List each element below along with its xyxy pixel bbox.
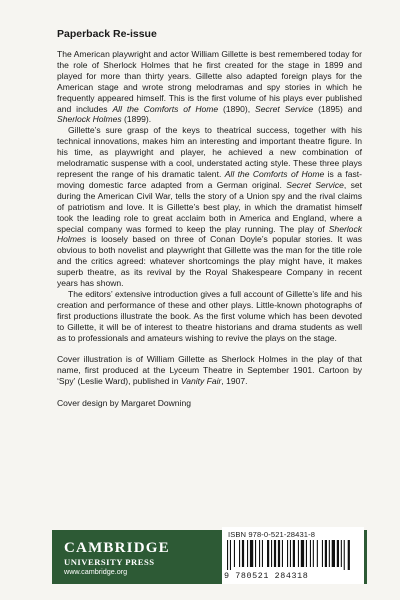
publisher-logo [64,541,170,576]
barcode-bar-7 [255,540,256,567]
cover-illustration-credit [57,354,362,387]
blurb-paragraph-2 [57,125,362,289]
barcode-bar-12 [274,540,276,567]
barcode-bar-25 [325,540,327,567]
barcode-bar-28 [337,540,339,567]
barcode-bar-22 [313,540,314,567]
barcode-bar-15 [287,540,288,567]
blurb-paragraph-1 [57,49,362,125]
p2-a: Gillette’s sure grasp of the keys to theatrical success, together with his technical innovations, makes him an interesting and important theatre figure. In his time, as playwright and player, he achieved a new combination of melodramatic suspense with a cool, understated acting style. These three plays represent the range of his dramatic talent. [57,125,362,179]
p4-title-vanity-fair: Vanity Fair [180,376,222,387]
p2-title-comforts: All the Comforts of Home [224,168,325,179]
p2-c: , set during the American Civil War, tells the story of a Union spy and the rival claims of patriotism and love. It is Gillette’s best play, in which the dramatist himself took the leading role to great acclaim both in America and England, where a special company was formed to keep the play running. The play of [57,179,363,234]
publisher-press: UNIVERSITY PRESS [64,557,155,567]
barcode-bar-31 [348,540,350,570]
p1-mid-2: (1895) and [313,103,362,114]
barcode-bar-14 [282,540,283,567]
p2-title-sherlock: Sherlock Holmes [57,223,362,245]
barcode-bar-10 [267,540,269,567]
barcode-image [226,540,360,570]
cover-heading: Paperback Re-issue [57,28,157,40]
barcode-digits: 9 780521 284318 [224,571,309,581]
p2-title-secret-service: Secret Service [286,179,344,190]
barcode-bar-2 [234,540,235,567]
barcode-panel [222,527,364,584]
barcode-bar-6 [250,540,253,567]
barcode-bar-27 [332,540,335,567]
barcode-bar-5 [247,540,248,567]
barcode-bar-19 [301,540,304,567]
barcode-bar-17 [293,540,295,567]
barcode-bar-23 [317,540,318,567]
barcode-bar-13 [278,540,280,567]
p4-b: , 1907. [221,376,248,387]
p2-b: is a fast-moving domestic farce adapted from a German original. [57,168,362,190]
barcode-bar-0 [227,540,228,570]
barcode-bar-24 [322,540,323,567]
p2-d: is loosely based on three of Conan Doyle’s popular stories. It was obvious to both novelist and playwright that Gillette was the man for the title role and the critics agreed: whatever shortcomings the play might have, it makes superb theatre, as its revival by the Royal Shakespeare Company in recent years has shown. [57,234,362,289]
p1-text: The American playwright and actor William Gillette is best remembered today for the role of Sherlock Holmes that he first created for the stage in 1899 and played for more than thirty years. Gillette also adapted foreign plays for the American stage and wrote strong melodramas and spy stories in which he frequently appeared himself. This is the first volume of his plays ever published and includes [57,49,362,114]
barcode-bar-8 [259,540,260,567]
barcode-bar-29 [341,540,342,567]
publisher-url: www.cambridge.org [64,567,128,576]
barcode-bar-1 [230,540,231,570]
blurb-paragraph-3: The editors’ extensive introduction gives a full account of Gillette’s life and his creation and performance of these and other plays. Little-known photographs of first productions illustrate the book. As the first volume which has been devoted to Gillette, it will be of interest to theatre historians and drama students as well as to professionals and amateurs wishing to revive the plays on the stage. [57,288,362,343]
p4-a: Cover illustration is of William Gillette as Sherlock Holmes in the play of that name, first produced at the Lyceum Theatre in September 1901. Cartoon by ‘Spy’ (Leslie Ward), published in [57,354,362,387]
cover-design-credit: Cover design by Margaret Downing [57,398,191,409]
p1-title-comforts: All the Comforts of Home [112,103,219,114]
barcode-bar-20 [306,540,307,567]
p1-title-secret-service: Secret Service [255,103,314,114]
barcode-bar-4 [242,540,244,567]
publisher-name: CAMBRIDGE [64,540,170,556]
p1-end: (1899). [121,114,152,125]
p1-mid-1: (1890), [218,103,256,114]
barcode-bar-18 [298,540,299,567]
barcode-bar-30 [344,540,345,570]
isbn-text: ISBN 978-0-521-28431-8 [228,530,316,539]
p1-title-sherlock: Sherlock Holmes [57,114,122,125]
barcode-bar-11 [271,540,272,567]
barcode-bar-3 [239,540,240,567]
barcode-bar-9 [262,540,263,567]
barcode-bar-26 [329,540,330,567]
blurb-text [57,49,362,409]
barcode-bar-16 [290,540,291,567]
barcode-bar-21 [310,540,311,567]
